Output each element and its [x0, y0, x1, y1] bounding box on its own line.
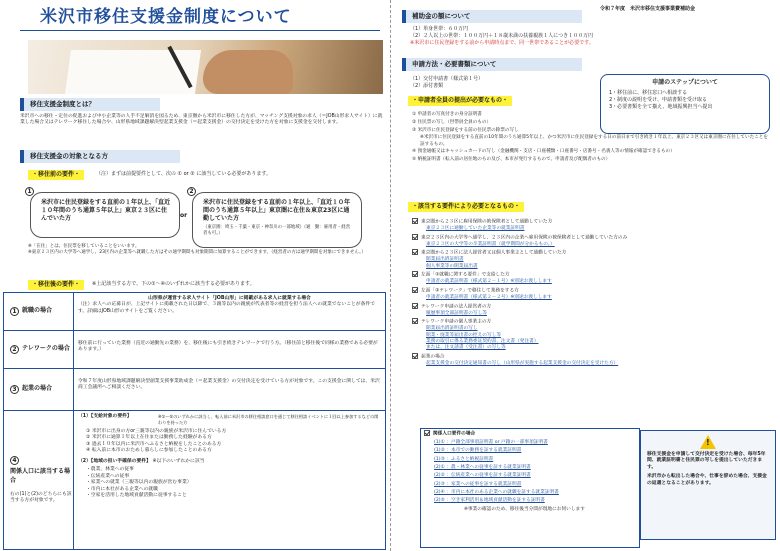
relation-docs-footnote: ※事業の確認のため、移住後当分間が現地にお伺いします: [464, 506, 585, 512]
checkbox-icon: [412, 218, 418, 224]
condition-2-text: 米沢市に住民登録をする直前の１年以上、「直近１０年間のうち通算５年以上」東京圏に在住＆東京23区に通勤していた方: [203, 199, 351, 223]
required-doc: ⑤ 納税証明書（転入前の居住地のもの及び、本市が発行するもので、申請者及び配偶者のもの）: [412, 157, 611, 163]
section-heading-application: 申請方法・必要書類について: [402, 58, 582, 71]
required-all-list: [412, 112, 772, 165]
row-3-text: 令和７年度山形県地域課題解決型創業支援事業助成金（＝起業支援金）の交付決定を受けている方が対象です。この支援金に関しては、米沢商工会議所へご相談ください。: [78, 379, 380, 391]
table-row: [4, 411, 385, 550]
required-all-label: ・申請者全員の提出が必要なもの・: [408, 96, 512, 106]
conditional-case: テレワーク申請の個人事業主の方: [421, 319, 492, 325]
row-4-part2-item: ・伝統産業への従事: [86, 473, 130, 479]
conditional-doc: 申請者の就業証明書（様式第２－２号）※別途お渡しします: [426, 294, 552, 300]
footnote-residence: ※「在住」とは、住民票を移していることをいいます。: [28, 244, 140, 249]
conditional-case: 左面「①就職に関する要件」で支給した方: [421, 272, 510, 278]
checkbox-icon: [412, 303, 418, 309]
conditional-case: 東京２３区内の大学等へ通学し、２３区内の企業へ雇用保険の被保険者として通勤していた方のみ: [421, 235, 628, 241]
conditional-case: 東京圏から２３区に雇用保険の被保険者として通勤していた方: [421, 219, 553, 225]
conditional-doc: 開業届出済証明書の写し: [426, 326, 478, 332]
relation-doc: (2)④ ：市内に本社のある企業への就職を証する就業証明書: [434, 489, 559, 495]
checkbox-icon: [412, 318, 418, 324]
relation-doc: (2)⑤ ：空き家利活用＆地域貢献活動を証する証明書: [434, 498, 545, 504]
row-2-number: 2: [10, 345, 19, 354]
conditional-doc: 申請者の就業証明書（様式第２－１号）※別途お渡しします: [426, 279, 552, 285]
application-item: （1）交付申請書（様式第１号）: [410, 76, 484, 82]
eligibility-footnotes: [28, 244, 383, 256]
row-4-part2-item: ・家業への就業（三親等以内の親族が営む事業）: [86, 480, 192, 486]
or-label: or: [180, 212, 188, 219]
conditional-case: 東京圏から２３区に法人経営者又は個人事業主として通勤していた方: [421, 250, 567, 256]
section-heading-amount: 補助金の額について: [402, 10, 582, 23]
row-4-part1-item: ① 米沢市に出身の方or三親等以内の親族が米沢市に住んでいる方: [86, 428, 227, 434]
conditional-doc: 履歴事項全部証明書の写し等: [426, 310, 487, 316]
row-1-number: 1: [10, 307, 19, 316]
relation-docs-content: [424, 430, 638, 513]
condition-1-box: [27, 188, 180, 238]
row-4-part1-item: ④ 転入前に本市のおためし暮らしに参加したことのある方: [86, 448, 212, 454]
relation-doc: (2)① ：農・林業への従事を証する就業証明書: [434, 464, 531, 470]
steps-title: 申請のステップについて: [652, 79, 718, 86]
table-row: [4, 331, 385, 369]
step-item: 2・制度の説明を受け、申請書類を受け取る: [609, 96, 707, 103]
step-item: 3・必要書類を全て揃え、地域振興担当へ提出: [609, 103, 713, 110]
table-row: [4, 369, 385, 411]
row-2-text: 移住前に行っていた業務（直近の通勤先の業務）を、移住後にも引き続きテレワークで行う方。（移住前と移住後で同様の業務である必要があります。）: [78, 341, 378, 353]
conditional-case: 起業の場合: [421, 354, 445, 360]
row-4-part1-item: ③ 過去１０年以内に米沢市へふるさと納税をしたことのある方: [86, 441, 222, 447]
warning-icon: !: [700, 435, 716, 449]
after-move-label: ・移住後の要件・: [28, 280, 84, 290]
condition-2-number: 2: [187, 187, 196, 196]
conditional-doc: 業務の取引に係る業務委託契約書、注文書（発注書）: [426, 339, 539, 344]
row-3-label: 起業の場合: [22, 385, 53, 393]
row-4-part2-note: ※以下のいずれかに該当: [152, 458, 205, 464]
row-1-note: （注）求人への応募日が、上記サイトに掲載された日以降で、３親等以内の親族が代表者等の経営を担う法人への就業でないことが条件です。詳細はJOB山形のサイトをご覧ください。: [78, 302, 375, 314]
checkbox-icon: [412, 249, 418, 255]
conditional-doc: 開業・廃業等届出書の控えの写し等: [426, 332, 502, 338]
required-doc: ③ 米沢市に住民登録をする前の住民票の除票の写し: [412, 127, 519, 133]
checkbox-icon: [412, 287, 418, 293]
step-item: 1・移住前に、移住窓口へ相談する: [609, 90, 688, 97]
warning-box: [640, 430, 776, 540]
after-move-note: ※上記該当する方で、下の①～④のいずれかに該当する必要があります。: [92, 281, 255, 287]
application-item: （2）添付書類: [410, 82, 444, 89]
amount-family: （2）２人以上の世帯：１００万円＋１８歳未満の扶養親族１人につき１００万円: [410, 32, 594, 39]
hero-image: [28, 40, 383, 94]
conditional-docs-list: [412, 218, 777, 369]
relation-doc: (2)② ：伝統産業への従事を証する就業証明書: [434, 473, 531, 479]
section-heading-eligibility: 移住支援金の対象となる方: [20, 150, 180, 163]
footnote-commute: ※東京２３区内の大学等へ通学し、23区内の企業等へ就職した方はその通学期間も対象期間に加算することができます。（経営者の方は通学期間を対象にできません。）: [28, 250, 366, 256]
conditional-doc: 東京２３区の大学等の卒業証明書（就学期間が分かるもの。）: [426, 241, 555, 247]
checkbox-icon: [412, 353, 418, 359]
conditional-doc: 起業支援金の交付決定通知書の写し（山形県が実施する起業支援金の交付決定を受けた方）: [426, 361, 619, 367]
condition-1-text: 米沢市に住民登録をする直前の１年以上、「直近１０年間のうち通算５年以上」東京２３区に住んでいた方: [41, 199, 171, 223]
conditional-docs-label: ・該当する要件により必要となるもの・: [408, 202, 524, 212]
relation-doc: (2)③ ：家業への従事を証する就業証明書: [434, 481, 522, 487]
conditional-doc: 東京２３区に通勤していた企業等の就業証明書: [426, 225, 525, 231]
required-doc: ① 申請者の写真付きの身分証明書: [412, 112, 482, 117]
conditional-doc: 開業届出済証明書: [426, 257, 464, 263]
column-divider: [390, 0, 391, 551]
checkbox-icon: [424, 430, 430, 436]
required-doc: ④ 預金通帳又はキャッシュカードの写し（金融機関・支店・口座種類・口座番号・店番号・名義人等の情報が確認できるもの）: [412, 149, 675, 155]
row-4-part1-heading: （1）【支給対象の要件】: [78, 414, 132, 419]
amount-note: ※米沢市に住民登録をする前から申請時点まで、同一世帯であることが必要です。: [410, 39, 594, 46]
section-heading-about: 移住支援金制度とは？: [20, 98, 160, 111]
application-items: [410, 76, 600, 90]
warning-text-1: 移住支援金を申請して交付決定を受けた場合、毎年5年間、就業証明書と住民票の写しを提出していただきます。: [647, 452, 766, 470]
relation-doc: (1)② ：本市での勤務を証する就業証明書: [434, 448, 522, 454]
required-doc-note: ※米沢市に住民登録をする直前の10年間のうち通算5年以上、かつ米沢市に住民登録をする日の前日まで引き続き１年以上、東京２３区又は東京圏に在住していたことを証するもの。: [420, 135, 768, 147]
row-4-part2-heading: （2）【地域の担い手確保の要件】: [78, 458, 151, 464]
conditional-case: 左面「②テレワーク」で移住して業務をする方: [421, 288, 519, 294]
checkbox-icon: [412, 271, 418, 277]
row-4-number: 4: [10, 456, 19, 465]
row-4-part2-item: ・農業、林業への従事: [86, 467, 134, 473]
condition-2-box: [189, 188, 362, 248]
row-4-label: 関係人口に該当する場合: [10, 468, 71, 484]
row-4-part1-item: ② 米沢市に通算１年以上在住または勤務した経験がある方: [86, 435, 212, 441]
header-program-name: 令和７年度 米沢市移住支援事業費補助金: [600, 6, 696, 12]
relation-doc: (1)③ ：ふるさと納税証明書: [434, 456, 494, 462]
after-move-requirements-table: [3, 292, 386, 550]
conditional-doc: 個人事業等の開業届出書: [426, 263, 478, 269]
page-title: 米沢市移住支援金制度について: [40, 7, 292, 27]
title-underline: [20, 30, 380, 31]
row-1-text: 山形県が運営する求人サイト「JOB山形」に掲載がある求人に就業する場合: [148, 296, 311, 301]
amount-body: [410, 26, 770, 46]
row-1-label: 就職の場合: [22, 307, 53, 315]
table-row: [4, 293, 385, 331]
amount-single: （1）単身世帯：６０万円: [410, 26, 469, 32]
relation-docs-heading: 関係人口要件の場合: [433, 431, 476, 437]
warning-text-2: 米沢市から転出した場合や、仕事を辞めた場合、支援金の返還となることがあります。: [647, 474, 767, 486]
row-3-number: 3: [10, 385, 19, 394]
row-4-part1-note: ※①～⑤のいずれかに該当し、転入前に米沢市の移住相談窓口を通じて移住相談イベントに１回以上参加するなどの関わりを持った方: [158, 414, 379, 426]
row-4-part2-item: ・市内に本社がある企業への就職: [86, 486, 158, 492]
condition-2-note: （東京圏：埼玉・千葉・東京・神奈川の一部地域）（通 勤：雇用者・経営者も可。）: [203, 225, 351, 237]
before-move-label: ・移住前の要件・: [28, 170, 84, 180]
relation-doc: (1)① ：戸籍全部事項証明書 or 戸籍の一部事項証明書: [434, 439, 548, 445]
conditional-case: テレワーク申請の法人経営者の方: [421, 304, 492, 310]
conditional-doc: または、注文請書（受注書）の写し等: [426, 345, 506, 351]
before-move-note: （注）まずは前提要件として、次の ① or ② に該当している必要があります。: [96, 171, 271, 177]
condition-1-number: 1: [25, 187, 34, 196]
required-doc: ② 住民票の写し（世帯員全員のもの）: [412, 119, 492, 125]
row-4-part2-item: ・空家を活用した地域貢献活動に従事すること: [86, 493, 187, 499]
section-about-body: 米沢市への移住・定住の促進および中小企業等の人手不足解消を図るため、東京圏から米沢市に移住した方が、マッチング支援対象の求人（＝JOB山形求人サイト）に就業した場合又はテレワーク移住した場合や、山形県地域課題解決型起業支援金（＝起業支援金）の交付決定を受けた方を対象に支援金を交付します。: [20, 114, 383, 126]
row-2-label: テレワークの場合: [22, 345, 70, 353]
row-4-label-note: 右の(1)と(2)のどちらにも該当する方が対象です。: [10, 491, 72, 504]
checkbox-icon: [412, 234, 418, 240]
